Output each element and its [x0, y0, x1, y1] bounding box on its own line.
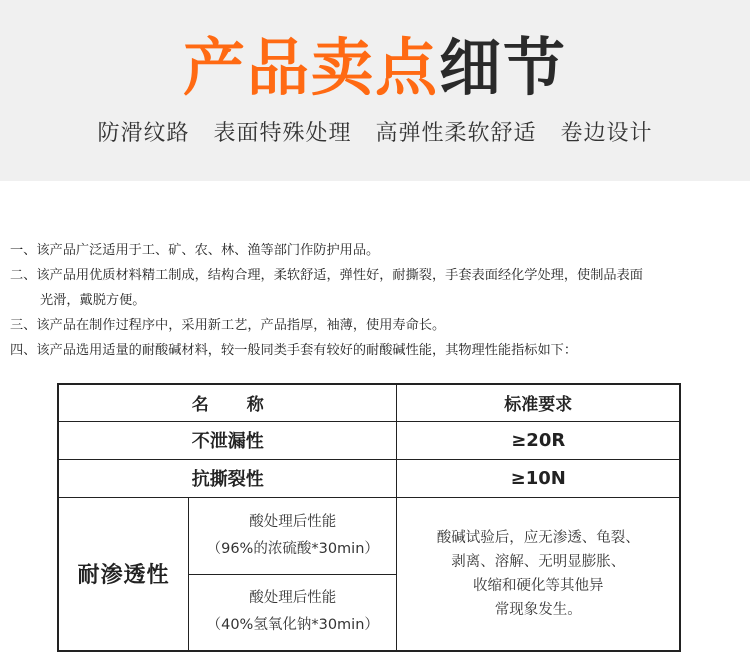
feature-elasticity: 高弹性柔软舒适 — [375, 121, 537, 146]
req-line-2: 剥离、溶解、无明显膨胀、 — [451, 553, 626, 570]
table-row — [58, 459, 680, 497]
banner-title — [0, 28, 750, 108]
sub-alkali-line-2: （40%氢氧化钠*30min） — [206, 617, 379, 634]
sub-acid-cell — [189, 497, 397, 574]
product-description — [10, 238, 745, 363]
sub-acid-line-2: （96%的浓硫酸*30min） — [206, 540, 379, 557]
table-row — [58, 497, 680, 574]
feature-banner — [0, 0, 750, 181]
header-req-cell: 标准要求 — [397, 384, 680, 421]
description-line-2: 二、该产品用优质材料精工制成，结构合理，柔软舒适，弹性好，耐撕裂，手套表面经化学处理，使制品表面 — [10, 268, 643, 283]
description-line-4: 四、该产品选用适量的耐酸碱材料，较一般同类手套有较好的耐酸碱性能，其物理性能指标如下： — [10, 343, 578, 358]
description-line-2-cont: 光滑，戴脱方便。 — [40, 293, 146, 308]
req-line-3: 收缩和硬化等其他异 — [472, 577, 604, 594]
description-line-1: 一、该产品广泛适用于工、矿、农、林、渔等部门作防护用品。 — [10, 243, 380, 258]
table-header-row — [58, 384, 680, 421]
row-permeation-name: 耐渗透性 — [58, 497, 189, 651]
req-line-4: 常现象发生。 — [494, 601, 582, 618]
feature-anti-slip: 防滑纹路 — [97, 121, 190, 146]
spec-table — [57, 383, 681, 652]
feature-rolled-edge: 卷边设计 — [560, 121, 653, 146]
sub-acid-line-1: 酸处理后性能 — [249, 513, 337, 530]
req-line-1: 酸碱试验后，应无渗透、龟裂、 — [436, 529, 640, 546]
permeation-requirement — [397, 497, 680, 651]
row-tear-value: ≥10N — [397, 459, 680, 497]
feature-surface-treatment: 表面特殊处理 — [213, 121, 352, 146]
banner-features — [0, 118, 750, 150]
sub-alkali-cell — [189, 574, 397, 651]
header-name-cell: 名称 — [58, 384, 397, 421]
row-leak-name: 不泄漏性 — [58, 421, 397, 459]
description-line-3: 三、该产品在制作过程序中，采用新工艺，产品指厚，袖薄，使用寿命长。 — [10, 318, 446, 333]
banner-title-rest: 细节 — [439, 31, 568, 104]
sub-alkali-line-1: 酸处理后性能 — [249, 590, 337, 607]
table-row — [58, 421, 680, 459]
row-tear-name: 抗撕裂性 — [58, 459, 397, 497]
banner-title-highlight: 产品卖点 — [182, 31, 439, 104]
row-leak-value: ≥20R — [397, 421, 680, 459]
